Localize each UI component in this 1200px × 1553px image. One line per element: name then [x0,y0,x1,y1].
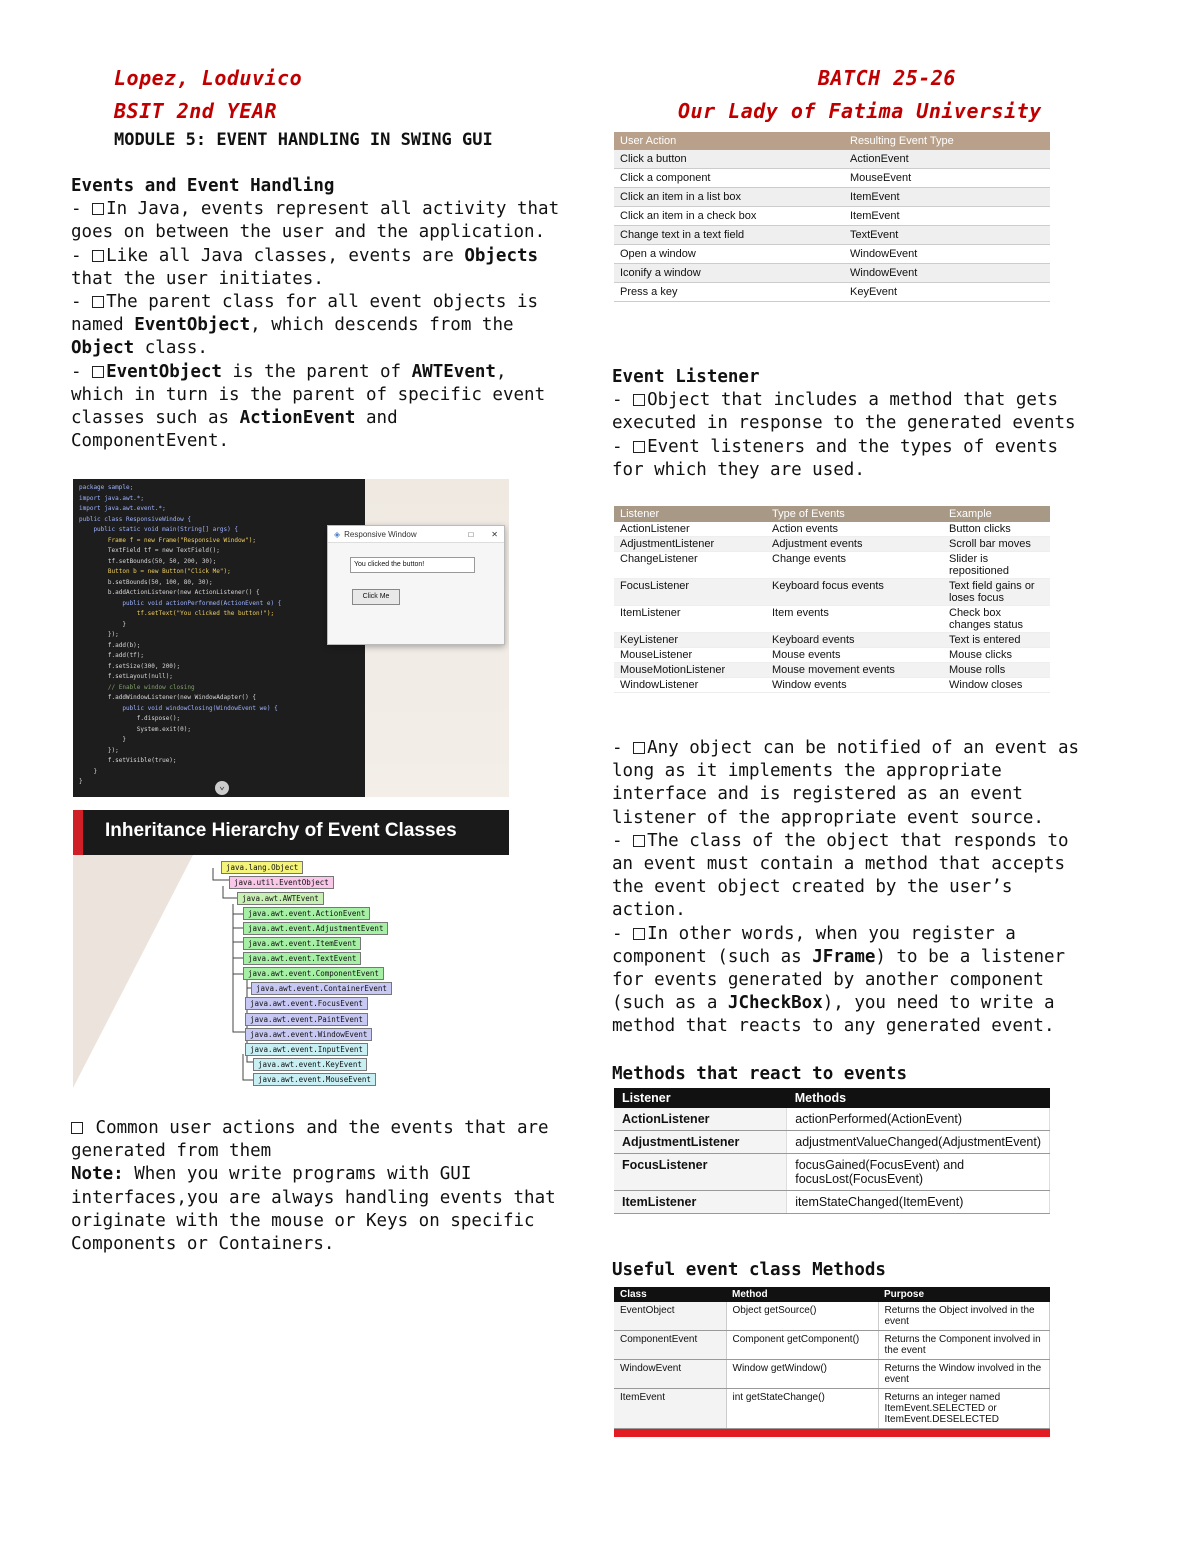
table-cell: Open a window [614,245,844,264]
listener-types-table [614,506,1050,693]
table-cell: Keyboard events [766,633,943,648]
checkbox-bullet-icon [633,928,645,940]
table-row [614,169,1050,188]
code-line: } [79,767,98,775]
table-cell: WindowEvent [614,1360,726,1389]
table-cell: ItemListener [614,606,766,633]
methods-table [614,1088,1050,1214]
table-row [614,226,1050,245]
code-line: tf.setText("You clicked the button!"); [79,610,275,617]
table-cell: itemStateChanged(ItemEvent) [787,1191,1050,1214]
col-purpose: Purpose [878,1287,1050,1302]
code-line: }); [79,631,119,638]
table-row [614,283,1050,302]
code-line: f.add(b); [79,641,141,649]
table-cell: Returns the Component involved in the event [878,1331,1050,1360]
table-row [614,150,1050,169]
checkbox-bullet-icon [92,203,104,215]
table-row [614,552,1050,579]
table-row [614,1360,1050,1389]
bullet-3: - The parent class for all event objects is named EventObject, which descends from the Object class. [71,292,539,359]
table-cell: MouseListener [614,648,766,663]
table-cell: MouseMotionListener [614,663,766,678]
code-line: f.addWindowListener(new WindowAdapter() { [79,694,257,701]
table-cell: FocusListener [614,579,766,606]
table-row [614,1154,1050,1191]
code-line: public static void main(String[] args) { [79,526,238,533]
table-cell: Returns the Object involved in the event [878,1302,1050,1331]
code-line: b.addActionListener(new ActionListener() { [79,589,260,596]
events-section [71,175,561,453]
detail-bullet-2: - The class of the object that responds to an event must contain a method that accepts the event object created by the user’s action. [612,830,1069,921]
col-method: Method [726,1287,878,1302]
table-cell: KeyListener [614,633,766,648]
code-line: f.setLayout(null); [79,673,173,680]
table-row [614,1302,1050,1331]
node-itemevent: java.awt.event.ItemEvent [243,937,361,950]
code-line: } [79,620,126,628]
detail-bullet-1: - Any object can be notified of an event as long as it implements the appropriate interface and is registered as an event listener of the appropriate event source. [612,738,1080,828]
code-line: Frame f = new Frame("Responsive Window"); [79,536,257,544]
table-cell: Object getSource() [726,1302,878,1331]
code-screenshot [73,479,509,797]
node-actionevent: java.awt.event.ActionEvent [243,907,370,920]
code-line: public void windowClosing(WindowEvent we) { [79,704,278,712]
code-line: b.setBounds(50, 100, 80, 30); [79,578,213,586]
table-cell: actionPerformed(ActionEvent) [787,1108,1050,1131]
window-title: Responsive Window [344,529,417,539]
listener-details [612,737,1092,1039]
code-line: } [79,778,83,785]
col-listener: Listener [614,506,766,522]
code-line: public void actionPerformed(ActionEvent e) { [79,599,282,607]
code-line: System.exit(0); [79,725,191,733]
code-line: import java.awt.*; [79,494,145,502]
table-row [614,537,1050,552]
module-title: MODULE 5: EVENT HANDLING IN SWING GUI [114,130,493,150]
col-methods-listener: Listener [614,1088,787,1108]
code-line: public class ResponsiveWindow { [79,515,191,523]
table-cell: Mouse movement events [766,663,943,678]
table-cell: MouseEvent [844,169,1050,188]
col-resulting-event: Resulting Event Type [844,132,1050,150]
checkbox-bullet-icon [92,250,104,262]
table-cell: ItemListener [614,1191,787,1214]
table-row [614,1389,1050,1429]
table-cell: AdjustmentListener [614,1131,787,1154]
click-me-button[interactable]: Click Me [352,589,400,605]
table-cell: ActionListener [614,1108,787,1131]
node-keyevent: java.awt.event.KeyEvent [253,1058,367,1071]
table-cell: Window closes [943,678,1050,693]
col-example: Example [943,506,1050,522]
table-footer-bar [614,1429,1050,1437]
school-name: Our Lady of Fatima University [678,99,1042,123]
table-cell: ActionListener [614,522,766,537]
table-cell: Button clicks [943,522,1050,537]
code-line: // Enable window closing [79,683,195,691]
table-cell: ItemEvent [844,188,1050,207]
table-row [614,522,1050,537]
node-object: java.lang.Object [221,861,303,874]
table-cell: Click an item in a list box [614,188,844,207]
table-cell: Mouse clicks [943,648,1050,663]
col-user-action: User Action [614,132,844,150]
table-cell: Action events [766,522,943,537]
table-cell: Window events [766,678,943,693]
code-line: package sample; [79,484,134,491]
batch-label: BATCH 25-26 [818,66,956,90]
node-paintevent: java.awt.event.PaintEvent [245,1013,368,1026]
table-row [614,207,1050,226]
responsive-window [327,525,505,645]
node-mouseevent: java.awt.event.MouseEvent [253,1073,376,1086]
common-actions-text: Common user actions and the events that are generated from them [71,1118,549,1162]
event-listener-heading: Event Listener [612,367,760,387]
table-cell: Window getWindow() [726,1360,878,1389]
col-methods: Methods [787,1088,1050,1108]
table-cell: Scroll bar moves [943,537,1050,552]
table-row [614,663,1050,678]
code-line: f.dispose(); [79,715,181,722]
table-cell: Iconify a window [614,264,844,283]
common-actions-block [71,1117,561,1256]
bullet-2: - Like all Java classes, events are Objects that the user initiates. [71,245,539,289]
col-type-of-events: Type of Events [766,506,943,522]
node-eventobject: java.util.EventObject [229,876,334,889]
code-line: f.setVisible(true); [79,757,177,764]
hierarchy-image [73,810,509,1088]
table-cell: Mouse rolls [943,663,1050,678]
events-heading: Events and Event Handling [71,176,335,196]
checkbox-bullet-icon [92,296,104,308]
table-cell: AdjustmentListener [614,537,766,552]
node-componentevent: java.awt.event.ComponentEvent [243,967,384,980]
table-cell: adjustmentValueChanged(AdjustmentEvent) [787,1131,1050,1154]
listener-bullet-2: - Event listeners and the types of events for which they are used. [612,436,1058,480]
checkbox-bullet-icon [71,1122,83,1134]
table-row [614,606,1050,633]
col-class: Class [614,1287,726,1302]
useful-methods-table [614,1287,1050,1437]
table-cell: KeyEvent [844,283,1050,302]
table-cell: Mouse events [766,648,943,663]
table-cell: int getStateChange() [726,1389,878,1429]
table-cell: Change text in a text field [614,226,844,245]
code-line: } [79,736,126,743]
table-cell: Returns the Window involved in the event [878,1360,1050,1389]
code-line: tf.setBounds(50, 50, 200, 30); [79,557,217,565]
table-cell: Text is entered [943,633,1050,648]
window-textfield[interactable]: You clicked the button! [350,557,475,573]
code-line: import java.awt.event.*; [79,505,166,512]
node-inputevent: java.awt.event.InputEvent [245,1043,368,1056]
table-cell: ItemEvent [614,1389,726,1429]
methods-heading: Methods that react to events [612,1064,908,1084]
hierarchy-title: Inheritance Hierarchy of Event Classes [105,820,457,841]
table-row [614,245,1050,264]
table-row [614,1331,1050,1360]
listener-bullet-1: - Object that includes a method that gets executed in response to the generated events [612,390,1076,434]
java-app-icon: ◈ [334,529,341,539]
bullet-1: - In Java, events represent all activity that goes on between the user and the application. [71,199,560,243]
node-containerevent: java.awt.event.ContainerEvent [251,982,392,995]
table-cell: Click an item in a check box [614,207,844,226]
table-cell: ComponentEvent [614,1331,726,1360]
table-cell: Click a component [614,169,844,188]
table-cell: EventObject [614,1302,726,1331]
table-cell: focusGained(FocusEvent) and focusLost(FocusEvent) [787,1154,1050,1191]
table-row [614,1191,1050,1214]
code-line: f.add(tf); [79,652,145,659]
table-row [614,1131,1050,1154]
table-cell: WindowListener [614,678,766,693]
event-listener-section [612,366,1092,482]
table-cell: Click a button [614,150,844,169]
student-name: Lopez, Loduvico [114,66,303,90]
window-titlebar [328,526,504,543]
node-adjustmentevent: java.awt.event.AdjustmentEvent [243,922,388,935]
table-cell: Press a key [614,283,844,302]
minimize-icon[interactable]: □ [468,529,474,539]
table-cell: Adjustment events [766,537,943,552]
table-cell: ChangeListener [614,552,766,579]
node-awtevent: java.awt.AWTEvent [237,892,324,905]
checkbox-bullet-icon [633,742,645,754]
code-line: }); [79,746,119,754]
table-cell: Change events [766,552,943,579]
table-cell: Keyboard focus events [766,579,943,606]
code-line: f.setSize(300, 200); [79,662,181,670]
table-cell: WindowEvent [844,264,1050,283]
table-row [614,188,1050,207]
code-line: TextField tf = new TextField(); [79,547,220,554]
table-cell: Text field gains or loses focus [943,579,1050,606]
table-cell: Item events [766,606,943,633]
table-cell: Returns an integer named ItemEvent.SELECTED or ItemEvent.DESELECTED [878,1389,1050,1429]
node-focusevent: java.awt.event.FocusEvent [245,997,368,1010]
table-row [614,648,1050,663]
close-icon[interactable]: ✕ [491,529,498,539]
checkbox-bullet-icon [633,835,645,847]
note-text: Note: When you write programs with GUI interfaces,you are always handling events that originate with the mouse or Keys on specific Components or Containers. [71,1164,556,1255]
table-cell: TextEvent [844,226,1050,245]
detail-bullet-3: - In other words, when you register a component (such as JFrame) to be a listener for events generated by another component (such as a JCheckBox), you need to write a method that reacts to any generated event. [612,923,1066,1037]
student-year: BSIT 2nd YEAR [114,99,278,123]
table-cell: Check box changes status [943,606,1050,633]
table-cell: ItemEvent [844,207,1050,226]
table-row [614,264,1050,283]
table-cell: Slider is repositioned [943,552,1050,579]
table-row [614,633,1050,648]
table-cell: FocusListener [614,1154,787,1191]
node-windowevent: java.awt.event.WindowEvent [245,1028,372,1041]
checkbox-bullet-icon [92,366,104,378]
bullet-4: - EventObject is the parent of AWTEvent, which in turn is the parent of specific event classes such as ActionEvent and ComponentEvent. [71,361,546,452]
useful-heading: Useful event class Methods [612,1260,886,1280]
table-row [614,579,1050,606]
table-cell: WindowEvent [844,245,1050,264]
table-row [614,678,1050,693]
code-line: Button b = new Button("Click Me"); [79,568,231,575]
scroll-down-icon[interactable]: ⌄ [215,781,229,795]
checkbox-bullet-icon [633,441,645,453]
node-textevent: java.awt.event.TextEvent [243,952,361,965]
table-cell: Component getComponent() [726,1331,878,1360]
user-action-table [614,132,1050,302]
table-cell: ActionEvent [844,150,1050,169]
checkbox-bullet-icon [633,394,645,406]
table-row [614,1108,1050,1131]
